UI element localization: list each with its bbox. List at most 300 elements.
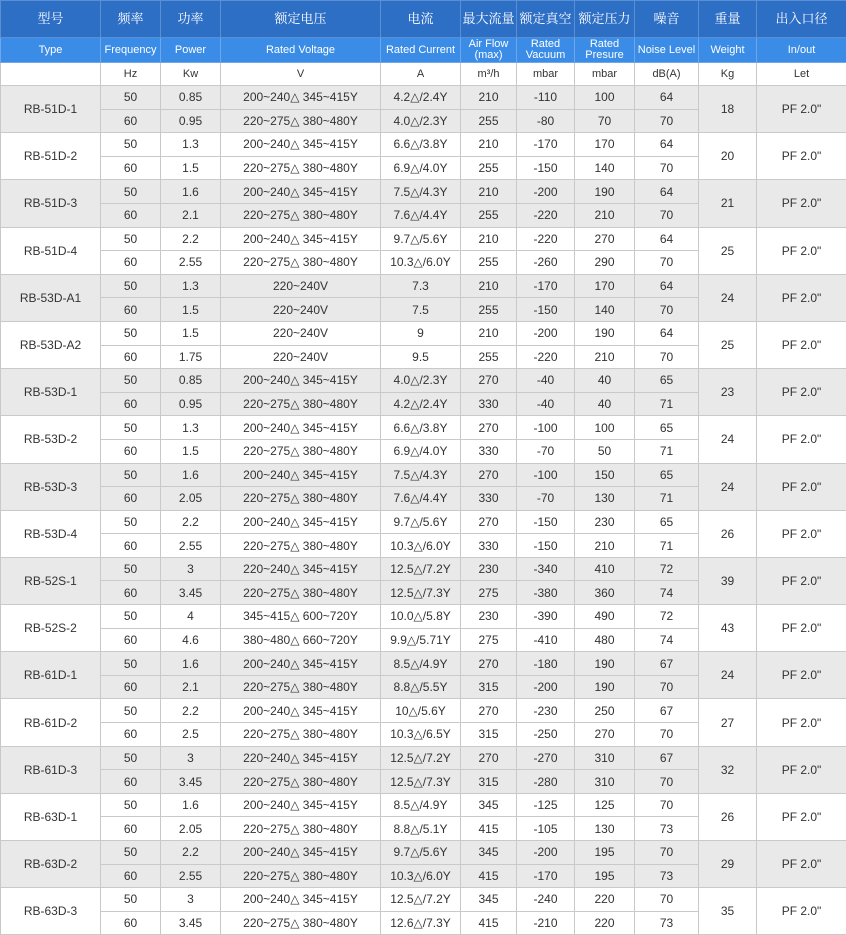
cell-power: 0.95 bbox=[161, 392, 221, 416]
cell-voltage: 200~240△ 345~415Y bbox=[221, 416, 381, 440]
cell-noise: 70 bbox=[635, 841, 699, 865]
col-en-airflow: Air Flow (max) bbox=[461, 38, 517, 63]
cell-weight: 20 bbox=[699, 133, 757, 180]
cell-power: 1.5 bbox=[161, 298, 221, 322]
cell-frequency: 50 bbox=[101, 652, 161, 676]
cell-noise: 70 bbox=[635, 109, 699, 133]
cell-current: 7.6△/4.4Y bbox=[381, 203, 461, 227]
cell-voltage: 200~240△ 345~415Y bbox=[221, 133, 381, 157]
cell-power: 1.6 bbox=[161, 463, 221, 487]
table-row bbox=[1, 86, 846, 110]
cell-frequency: 60 bbox=[101, 534, 161, 558]
col-en-power: Power bbox=[161, 38, 221, 63]
cell-vacuum: -240 bbox=[517, 888, 575, 912]
cell-voltage: 200~240△ 345~415Y bbox=[221, 888, 381, 912]
table-row bbox=[1, 510, 846, 534]
cell-frequency: 50 bbox=[101, 746, 161, 770]
cell-vacuum: -170 bbox=[517, 864, 575, 888]
cell-pressure: 50 bbox=[575, 439, 635, 463]
cell-pressure: 220 bbox=[575, 888, 635, 912]
cell-pressure: 140 bbox=[575, 298, 635, 322]
cell-type: RB-53D-4 bbox=[1, 510, 101, 557]
cell-port: PF 2.0" bbox=[757, 321, 846, 368]
cell-voltage: 220~275△ 380~480Y bbox=[221, 675, 381, 699]
cell-port: PF 2.0" bbox=[757, 557, 846, 604]
cell-airflow: 330 bbox=[461, 392, 517, 416]
table-row bbox=[1, 746, 846, 770]
cell-frequency: 60 bbox=[101, 770, 161, 794]
cell-type: RB-53D-2 bbox=[1, 416, 101, 463]
cell-current: 9.5 bbox=[381, 345, 461, 369]
cell-airflow: 315 bbox=[461, 723, 517, 747]
cell-pressure: 190 bbox=[575, 675, 635, 699]
cell-frequency: 60 bbox=[101, 251, 161, 275]
cell-airflow: 315 bbox=[461, 770, 517, 794]
cell-voltage: 220~275△ 380~480Y bbox=[221, 723, 381, 747]
cell-type: RB-52S-2 bbox=[1, 605, 101, 652]
table-row bbox=[1, 133, 846, 157]
cell-frequency: 50 bbox=[101, 888, 161, 912]
cell-voltage: 220~275△ 380~480Y bbox=[221, 439, 381, 463]
cell-vacuum: -340 bbox=[517, 557, 575, 581]
cell-vacuum: -150 bbox=[517, 510, 575, 534]
cell-power: 1.6 bbox=[161, 652, 221, 676]
cell-power: 0.85 bbox=[161, 86, 221, 110]
cell-port: PF 2.0" bbox=[757, 605, 846, 652]
cell-pressure: 250 bbox=[575, 699, 635, 723]
cell-vacuum: -150 bbox=[517, 156, 575, 180]
cell-power: 2.2 bbox=[161, 841, 221, 865]
cell-current: 8.8△/5.5Y bbox=[381, 675, 461, 699]
table-row bbox=[1, 652, 846, 676]
cell-noise: 70 bbox=[635, 793, 699, 817]
cell-vacuum: -200 bbox=[517, 180, 575, 204]
cell-vacuum: -105 bbox=[517, 817, 575, 841]
cell-voltage: 220~275△ 380~480Y bbox=[221, 911, 381, 935]
cell-noise: 65 bbox=[635, 510, 699, 534]
cell-frequency: 60 bbox=[101, 109, 161, 133]
cell-voltage: 220~275△ 380~480Y bbox=[221, 203, 381, 227]
cell-vacuum: -270 bbox=[517, 746, 575, 770]
cell-voltage: 220~275△ 380~480Y bbox=[221, 581, 381, 605]
cell-current: 12.6△/7.3Y bbox=[381, 911, 461, 935]
cell-voltage: 220~240V bbox=[221, 298, 381, 322]
cell-vacuum: -70 bbox=[517, 487, 575, 511]
cell-noise: 64 bbox=[635, 180, 699, 204]
cell-pressure: 100 bbox=[575, 416, 635, 440]
cell-vacuum: -220 bbox=[517, 345, 575, 369]
cell-pressure: 70 bbox=[575, 109, 635, 133]
cell-vacuum: -200 bbox=[517, 675, 575, 699]
cell-frequency: 50 bbox=[101, 793, 161, 817]
cell-voltage: 220~275△ 380~480Y bbox=[221, 817, 381, 841]
header-row-cn bbox=[1, 1, 846, 38]
cell-frequency: 60 bbox=[101, 581, 161, 605]
cell-airflow: 270 bbox=[461, 416, 517, 440]
cell-frequency: 50 bbox=[101, 510, 161, 534]
cell-pressure: 410 bbox=[575, 557, 635, 581]
cell-type: RB-61D-3 bbox=[1, 746, 101, 793]
cell-current: 4.2△/2.4Y bbox=[381, 392, 461, 416]
cell-frequency: 60 bbox=[101, 628, 161, 652]
cell-vacuum: -40 bbox=[517, 392, 575, 416]
cell-port: PF 2.0" bbox=[757, 180, 846, 227]
cell-current: 8.5△/4.9Y bbox=[381, 652, 461, 676]
cell-power: 2.55 bbox=[161, 864, 221, 888]
cell-noise: 64 bbox=[635, 86, 699, 110]
table-body bbox=[1, 86, 846, 935]
unit-airflow: m³/h bbox=[461, 63, 517, 86]
cell-current: 6.9△/4.0Y bbox=[381, 156, 461, 180]
unit-pressure: mbar bbox=[575, 63, 635, 86]
cell-voltage: 220~240V bbox=[221, 345, 381, 369]
cell-current: 12.5△/7.2Y bbox=[381, 746, 461, 770]
cell-type: RB-51D-4 bbox=[1, 227, 101, 274]
cell-noise: 64 bbox=[635, 227, 699, 251]
cell-noise: 65 bbox=[635, 369, 699, 393]
cell-airflow: 230 bbox=[461, 605, 517, 629]
cell-airflow: 270 bbox=[461, 369, 517, 393]
cell-vacuum: -70 bbox=[517, 439, 575, 463]
cell-vacuum: -100 bbox=[517, 416, 575, 440]
cell-frequency: 50 bbox=[101, 227, 161, 251]
unit-current: A bbox=[381, 63, 461, 86]
cell-port: PF 2.0" bbox=[757, 86, 846, 133]
cell-power: 1.75 bbox=[161, 345, 221, 369]
col-en-current: Rated Current bbox=[381, 38, 461, 63]
cell-voltage: 380~480△ 660~720Y bbox=[221, 628, 381, 652]
cell-pressure: 210 bbox=[575, 203, 635, 227]
cell-type: RB-61D-1 bbox=[1, 652, 101, 699]
cell-noise: 71 bbox=[635, 439, 699, 463]
cell-airflow: 270 bbox=[461, 746, 517, 770]
cell-frequency: 60 bbox=[101, 675, 161, 699]
cell-frequency: 50 bbox=[101, 605, 161, 629]
cell-weight: 26 bbox=[699, 793, 757, 840]
cell-noise: 70 bbox=[635, 345, 699, 369]
cell-noise: 70 bbox=[635, 156, 699, 180]
cell-noise: 74 bbox=[635, 628, 699, 652]
cell-power: 2.55 bbox=[161, 251, 221, 275]
cell-noise: 70 bbox=[635, 723, 699, 747]
unit-vacuum: mbar bbox=[517, 63, 575, 86]
table-row bbox=[1, 699, 846, 723]
cell-frequency: 60 bbox=[101, 864, 161, 888]
cell-weight: 29 bbox=[699, 841, 757, 888]
unit-power: Kw bbox=[161, 63, 221, 86]
cell-airflow: 270 bbox=[461, 699, 517, 723]
cell-airflow: 415 bbox=[461, 911, 517, 935]
cell-power: 2.05 bbox=[161, 817, 221, 841]
cell-voltage: 200~240△ 345~415Y bbox=[221, 463, 381, 487]
cell-airflow: 345 bbox=[461, 888, 517, 912]
cell-airflow: 255 bbox=[461, 203, 517, 227]
cell-frequency: 50 bbox=[101, 133, 161, 157]
cell-airflow: 255 bbox=[461, 345, 517, 369]
cell-current: 8.8△/5.1Y bbox=[381, 817, 461, 841]
cell-port: PF 2.0" bbox=[757, 274, 846, 321]
cell-voltage: 345~415△ 600~720Y bbox=[221, 605, 381, 629]
cell-power: 1.3 bbox=[161, 274, 221, 298]
cell-current: 9.9△/5.71Y bbox=[381, 628, 461, 652]
col-cn-voltage: 额定电压 bbox=[221, 1, 381, 38]
cell-pressure: 130 bbox=[575, 817, 635, 841]
cell-port: PF 2.0" bbox=[757, 510, 846, 557]
cell-port: PF 2.0" bbox=[757, 793, 846, 840]
table-row bbox=[1, 274, 846, 298]
cell-voltage: 200~240△ 345~415Y bbox=[221, 699, 381, 723]
cell-weight: 27 bbox=[699, 699, 757, 746]
cell-noise: 67 bbox=[635, 699, 699, 723]
cell-vacuum: -230 bbox=[517, 699, 575, 723]
cell-port: PF 2.0" bbox=[757, 416, 846, 463]
cell-current: 7.5△/4.3Y bbox=[381, 180, 461, 204]
cell-current: 9 bbox=[381, 321, 461, 345]
cell-current: 4.0△/2.3Y bbox=[381, 109, 461, 133]
cell-frequency: 50 bbox=[101, 369, 161, 393]
unit-frequency: Hz bbox=[101, 63, 161, 86]
table-row bbox=[1, 369, 846, 393]
cell-vacuum: -125 bbox=[517, 793, 575, 817]
cell-voltage: 220~275△ 380~480Y bbox=[221, 251, 381, 275]
cell-frequency: 60 bbox=[101, 156, 161, 180]
cell-noise: 65 bbox=[635, 463, 699, 487]
cell-noise: 72 bbox=[635, 605, 699, 629]
cell-frequency: 60 bbox=[101, 911, 161, 935]
cell-type: RB-53D-A2 bbox=[1, 321, 101, 368]
cell-noise: 70 bbox=[635, 770, 699, 794]
table-row bbox=[1, 463, 846, 487]
cell-voltage: 200~240△ 345~415Y bbox=[221, 841, 381, 865]
cell-noise: 72 bbox=[635, 557, 699, 581]
cell-power: 1.3 bbox=[161, 416, 221, 440]
cell-power: 2.2 bbox=[161, 510, 221, 534]
cell-weight: 26 bbox=[699, 510, 757, 557]
cell-power: 4 bbox=[161, 605, 221, 629]
cell-voltage: 220~275△ 380~480Y bbox=[221, 770, 381, 794]
cell-voltage: 200~240△ 345~415Y bbox=[221, 369, 381, 393]
cell-noise: 74 bbox=[635, 581, 699, 605]
cell-power: 1.3 bbox=[161, 133, 221, 157]
cell-airflow: 330 bbox=[461, 487, 517, 511]
cell-weight: 25 bbox=[699, 227, 757, 274]
cell-airflow: 210 bbox=[461, 86, 517, 110]
cell-weight: 21 bbox=[699, 180, 757, 227]
cell-airflow: 270 bbox=[461, 463, 517, 487]
cell-voltage: 220~275△ 380~480Y bbox=[221, 392, 381, 416]
cell-vacuum: -80 bbox=[517, 109, 575, 133]
cell-vacuum: -390 bbox=[517, 605, 575, 629]
cell-port: PF 2.0" bbox=[757, 133, 846, 180]
cell-frequency: 50 bbox=[101, 321, 161, 345]
cell-frequency: 50 bbox=[101, 180, 161, 204]
cell-type: RB-61D-2 bbox=[1, 699, 101, 746]
cell-vacuum: -170 bbox=[517, 274, 575, 298]
cell-pressure: 230 bbox=[575, 510, 635, 534]
cell-frequency: 60 bbox=[101, 817, 161, 841]
cell-vacuum: -250 bbox=[517, 723, 575, 747]
cell-pressure: 310 bbox=[575, 746, 635, 770]
cell-power: 0.95 bbox=[161, 109, 221, 133]
cell-port: PF 2.0" bbox=[757, 841, 846, 888]
cell-pressure: 310 bbox=[575, 770, 635, 794]
cell-current: 12.5△/7.3Y bbox=[381, 581, 461, 605]
cell-frequency: 50 bbox=[101, 86, 161, 110]
cell-vacuum: -380 bbox=[517, 581, 575, 605]
cell-voltage: 220~275△ 380~480Y bbox=[221, 487, 381, 511]
col-cn-vacuum: 额定真空 bbox=[517, 1, 575, 38]
cell-pressure: 270 bbox=[575, 723, 635, 747]
cell-power: 3.45 bbox=[161, 581, 221, 605]
table-row bbox=[1, 227, 846, 251]
table-row bbox=[1, 605, 846, 629]
col-cn-type: 型号 bbox=[1, 1, 101, 38]
cell-pressure: 140 bbox=[575, 156, 635, 180]
cell-pressure: 270 bbox=[575, 227, 635, 251]
col-en-weight: Weight bbox=[699, 38, 757, 63]
cell-vacuum: -150 bbox=[517, 298, 575, 322]
cell-pressure: 125 bbox=[575, 793, 635, 817]
cell-pressure: 195 bbox=[575, 841, 635, 865]
cell-vacuum: -410 bbox=[517, 628, 575, 652]
cell-power: 2.1 bbox=[161, 675, 221, 699]
cell-port: PF 2.0" bbox=[757, 227, 846, 274]
cell-type: RB-53D-1 bbox=[1, 369, 101, 416]
cell-pressure: 190 bbox=[575, 321, 635, 345]
cell-type: RB-63D-1 bbox=[1, 793, 101, 840]
cell-noise: 70 bbox=[635, 888, 699, 912]
cell-port: PF 2.0" bbox=[757, 746, 846, 793]
cell-vacuum: -260 bbox=[517, 251, 575, 275]
cell-power: 2.55 bbox=[161, 534, 221, 558]
cell-airflow: 255 bbox=[461, 251, 517, 275]
cell-current: 9.7△/5.6Y bbox=[381, 510, 461, 534]
col-cn-port: 出入口径 bbox=[757, 1, 846, 38]
unit-voltage: V bbox=[221, 63, 381, 86]
cell-power: 1.5 bbox=[161, 439, 221, 463]
cell-vacuum: -200 bbox=[517, 841, 575, 865]
table-row bbox=[1, 793, 846, 817]
cell-voltage: 220~275△ 380~480Y bbox=[221, 156, 381, 180]
cell-pressure: 130 bbox=[575, 487, 635, 511]
cell-airflow: 275 bbox=[461, 581, 517, 605]
cell-power: 1.5 bbox=[161, 321, 221, 345]
cell-frequency: 60 bbox=[101, 298, 161, 322]
cell-port: PF 2.0" bbox=[757, 652, 846, 699]
cell-port: PF 2.0" bbox=[757, 699, 846, 746]
cell-weight: 24 bbox=[699, 274, 757, 321]
cell-airflow: 210 bbox=[461, 133, 517, 157]
cell-current: 7.6△/4.4Y bbox=[381, 487, 461, 511]
cell-port: PF 2.0" bbox=[757, 888, 846, 935]
cell-vacuum: -110 bbox=[517, 86, 575, 110]
cell-voltage: 220~240△ 345~415Y bbox=[221, 746, 381, 770]
cell-vacuum: -220 bbox=[517, 227, 575, 251]
table-row bbox=[1, 180, 846, 204]
cell-vacuum: -100 bbox=[517, 463, 575, 487]
cell-current: 6.6△/3.8Y bbox=[381, 416, 461, 440]
col-en-type: Type bbox=[1, 38, 101, 63]
cell-power: 3 bbox=[161, 746, 221, 770]
cell-voltage: 220~275△ 380~480Y bbox=[221, 864, 381, 888]
cell-current: 12.5△/7.2Y bbox=[381, 888, 461, 912]
cell-frequency: 60 bbox=[101, 723, 161, 747]
col-en-noise: Noise Level bbox=[635, 38, 699, 63]
cell-frequency: 50 bbox=[101, 557, 161, 581]
cell-airflow: 330 bbox=[461, 534, 517, 558]
cell-pressure: 210 bbox=[575, 345, 635, 369]
cell-frequency: 60 bbox=[101, 392, 161, 416]
col-cn-weight: 重量 bbox=[699, 1, 757, 38]
cell-weight: 32 bbox=[699, 746, 757, 793]
cell-type: RB-51D-2 bbox=[1, 133, 101, 180]
cell-power: 0.85 bbox=[161, 369, 221, 393]
cell-pressure: 480 bbox=[575, 628, 635, 652]
cell-power: 1.6 bbox=[161, 180, 221, 204]
cell-power: 2.5 bbox=[161, 723, 221, 747]
cell-weight: 24 bbox=[699, 416, 757, 463]
cell-airflow: 210 bbox=[461, 321, 517, 345]
col-en-vacuum: Rated Vacuum bbox=[517, 38, 575, 63]
cell-current: 7.5 bbox=[381, 298, 461, 322]
cell-port: PF 2.0" bbox=[757, 463, 846, 510]
cell-pressure: 100 bbox=[575, 86, 635, 110]
cell-weight: 39 bbox=[699, 557, 757, 604]
cell-airflow: 345 bbox=[461, 793, 517, 817]
cell-airflow: 270 bbox=[461, 652, 517, 676]
cell-vacuum: -220 bbox=[517, 203, 575, 227]
cell-frequency: 60 bbox=[101, 439, 161, 463]
cell-pressure: 490 bbox=[575, 605, 635, 629]
cell-power: 2.2 bbox=[161, 227, 221, 251]
table-row bbox=[1, 841, 846, 865]
cell-noise: 67 bbox=[635, 652, 699, 676]
table-row bbox=[1, 888, 846, 912]
col-en-pressure: Rated Presure bbox=[575, 38, 635, 63]
cell-pressure: 290 bbox=[575, 251, 635, 275]
cell-power: 3.45 bbox=[161, 770, 221, 794]
cell-noise: 64 bbox=[635, 321, 699, 345]
cell-current: 10.3△/6.5Y bbox=[381, 723, 461, 747]
cell-frequency: 60 bbox=[101, 203, 161, 227]
header-row-en bbox=[1, 38, 846, 63]
cell-current: 7.5△/4.3Y bbox=[381, 463, 461, 487]
cell-current: 10.0△/5.8Y bbox=[381, 605, 461, 629]
cell-airflow: 210 bbox=[461, 227, 517, 251]
cell-airflow: 255 bbox=[461, 298, 517, 322]
col-cn-current: 电流 bbox=[381, 1, 461, 38]
cell-airflow: 415 bbox=[461, 817, 517, 841]
cell-frequency: 50 bbox=[101, 699, 161, 723]
cell-weight: 25 bbox=[699, 321, 757, 368]
cell-noise: 64 bbox=[635, 274, 699, 298]
col-cn-power: 功率 bbox=[161, 1, 221, 38]
cell-current: 9.7△/5.6Y bbox=[381, 227, 461, 251]
cell-type: RB-52S-1 bbox=[1, 557, 101, 604]
cell-noise: 64 bbox=[635, 133, 699, 157]
cell-voltage: 200~240△ 345~415Y bbox=[221, 180, 381, 204]
cell-weight: 23 bbox=[699, 369, 757, 416]
cell-noise: 73 bbox=[635, 911, 699, 935]
cell-pressure: 360 bbox=[575, 581, 635, 605]
cell-noise: 73 bbox=[635, 817, 699, 841]
cell-airflow: 415 bbox=[461, 864, 517, 888]
cell-airflow: 255 bbox=[461, 109, 517, 133]
cell-frequency: 50 bbox=[101, 841, 161, 865]
cell-current: 4.0△/2.3Y bbox=[381, 369, 461, 393]
cell-frequency: 50 bbox=[101, 274, 161, 298]
cell-current: 10△/5.6Y bbox=[381, 699, 461, 723]
